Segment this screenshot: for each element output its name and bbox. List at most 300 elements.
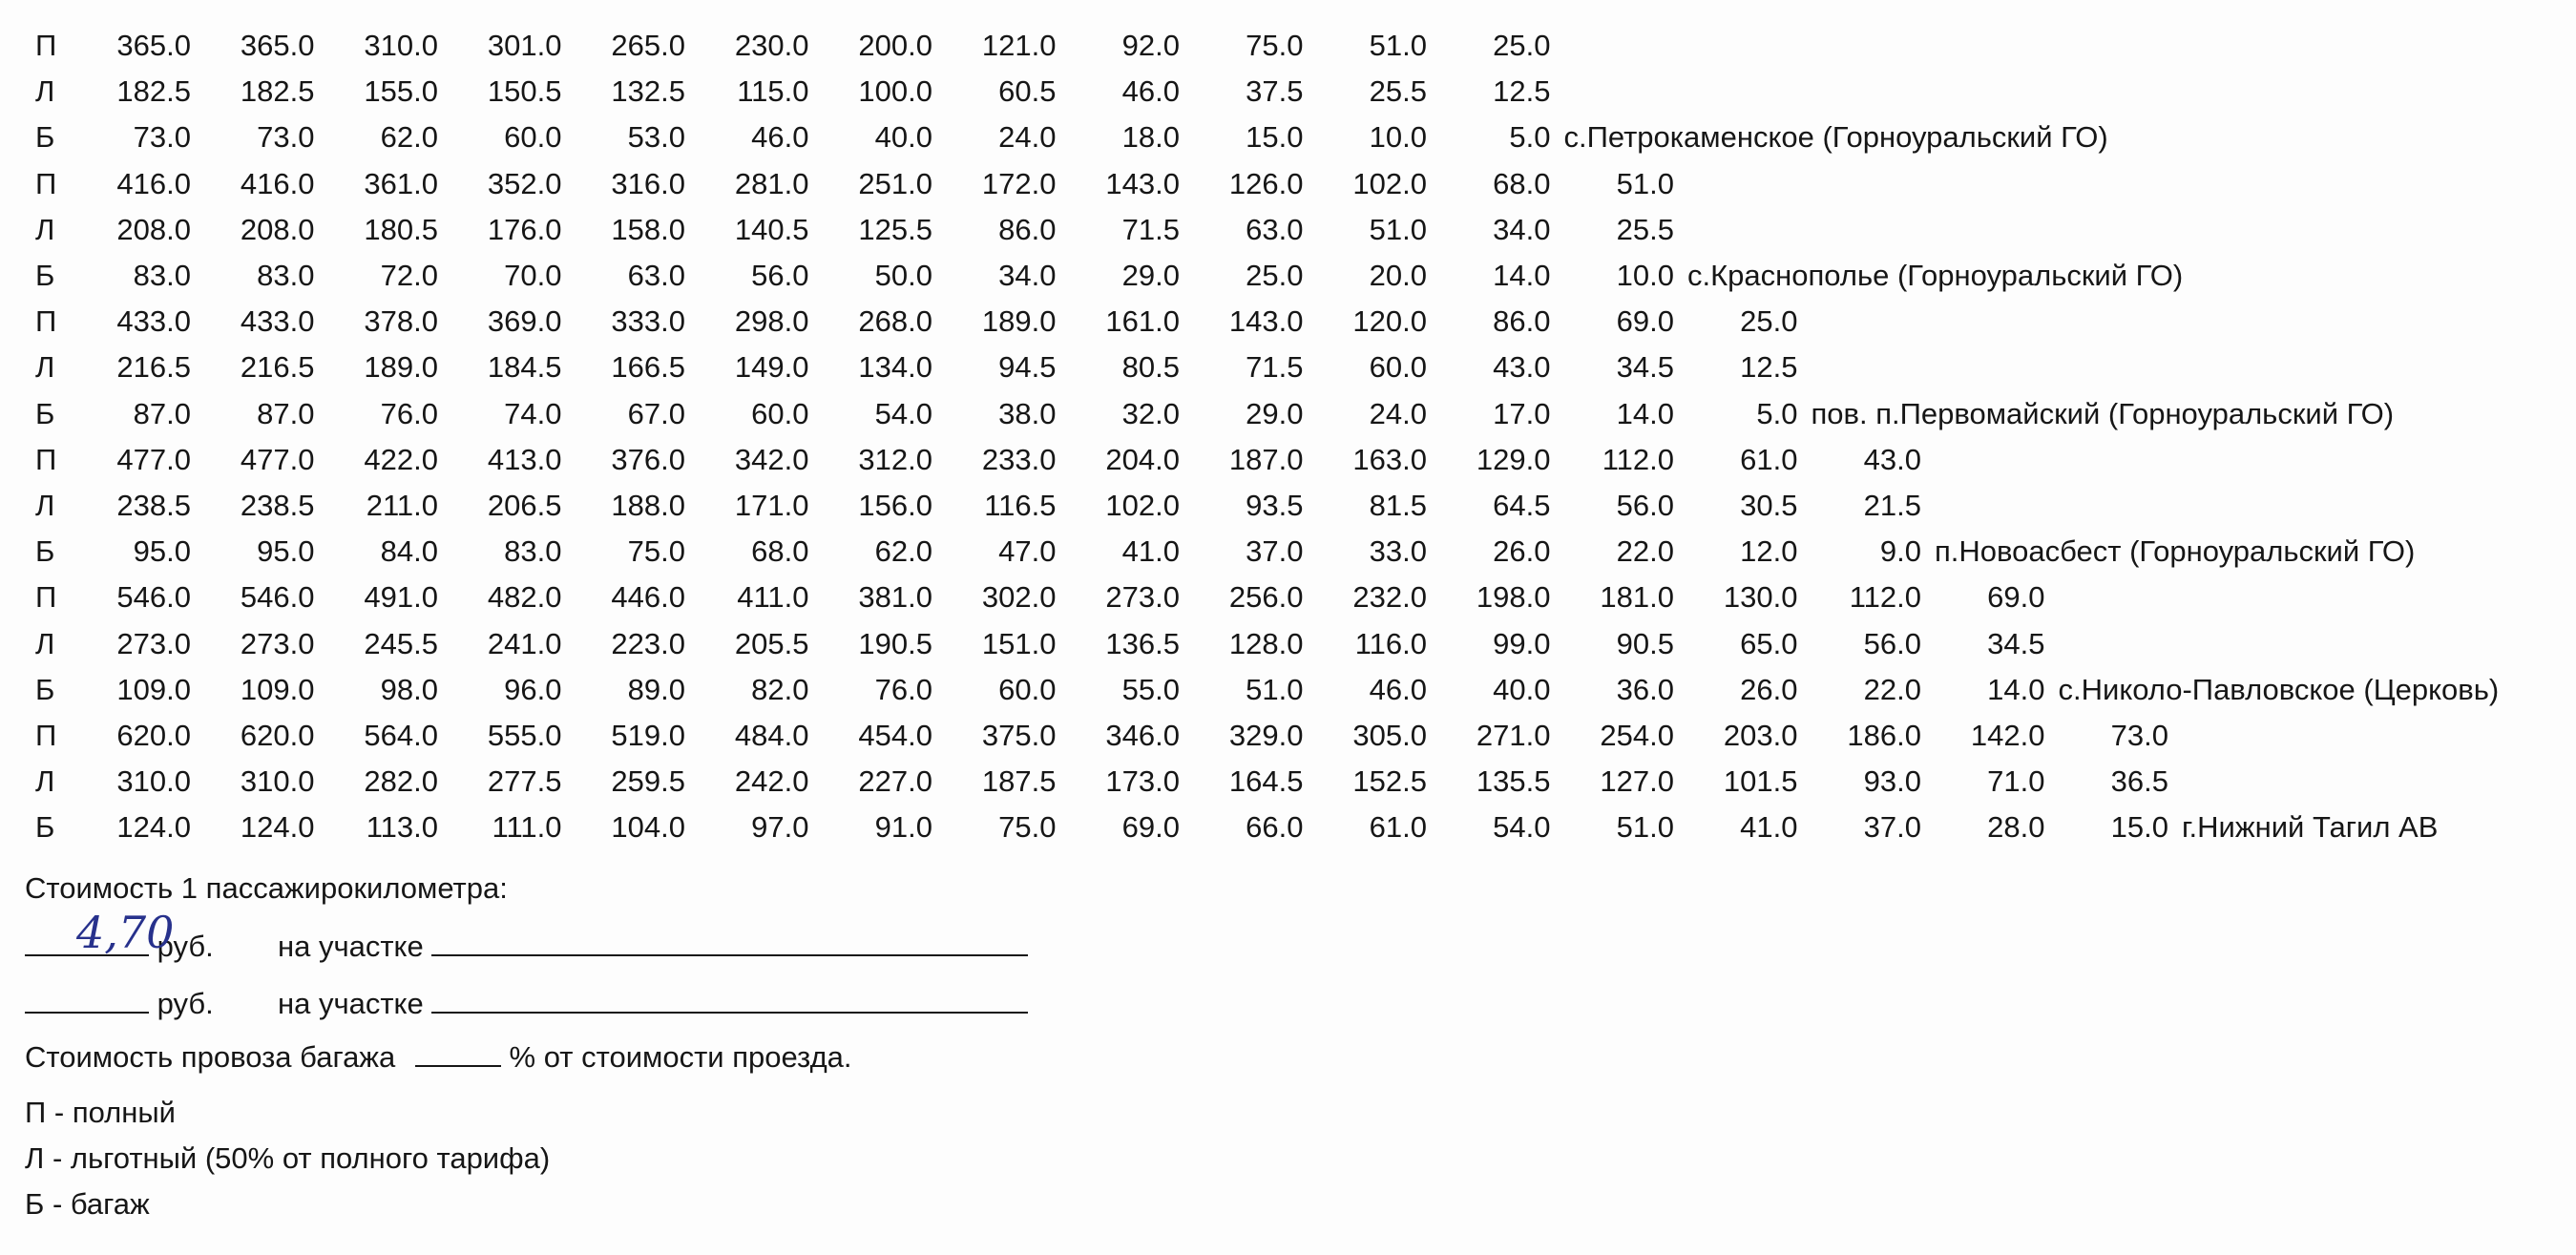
fare-cell: 302.0 (981, 580, 1057, 615)
fare-cell: 83.0 (257, 259, 315, 292)
table-row (0, 209, 2576, 251)
fare-cell: 60.0 (504, 120, 562, 155)
table-row (0, 163, 2576, 205)
fare-cell: 65.0 (1740, 626, 1798, 660)
fare-cell: 5.0 (1756, 396, 1798, 430)
fare-cell: 24.0 (998, 120, 1057, 155)
fare-cell: 298.0 (734, 304, 809, 339)
fare-cell: 76.0 (874, 672, 932, 706)
fare-cell: 184.5 (487, 350, 562, 385)
fare-cell: 68.0 (1493, 166, 1551, 200)
fare-cell: 51.0 (1246, 672, 1304, 706)
fare-cell: 43.0 (1493, 350, 1551, 385)
table-row (0, 576, 2576, 618)
fare-cell: 46.0 (751, 120, 809, 155)
section-blank-1 (431, 928, 1028, 956)
fare-cell: 86.0 (998, 212, 1057, 246)
fare-cell: 40.0 (874, 120, 932, 155)
fare-cell: 5.0 (1509, 120, 1551, 155)
fare-cell: 301.0 (487, 29, 562, 62)
table-row (0, 393, 2576, 435)
fare-cell: 282.0 (364, 764, 438, 799)
fare-type-code: П (35, 304, 57, 339)
fare-cell: 413.0 (487, 442, 562, 476)
fare-cell: 265.0 (611, 29, 685, 62)
table-row (0, 669, 2576, 711)
fare-cell: 17.0 (1493, 396, 1551, 430)
legend-full: П - полный (25, 1096, 176, 1129)
fare-cell: 190.5 (858, 626, 932, 660)
fare-cell: 477.0 (240, 442, 315, 476)
fare-cell: 33.0 (1369, 534, 1427, 569)
on-section-label-2: на участке (277, 987, 424, 1020)
fare-cell: 112.0 (1602, 442, 1674, 476)
fare-cell: 155.0 (364, 74, 438, 109)
fare-cell: 211.0 (366, 489, 438, 522)
table-row (0, 439, 2576, 481)
fare-cell: 56.0 (1616, 489, 1674, 522)
fare-cell: 66.0 (1246, 810, 1304, 845)
fare-cell: 233.0 (981, 442, 1057, 476)
fare-cell: 32.0 (1121, 396, 1180, 430)
fare-cell: 116.0 (1354, 626, 1427, 660)
fare-cell: 12.5 (1740, 350, 1798, 385)
fare-cell: 376.0 (611, 442, 685, 476)
rate-line-1 (25, 928, 1028, 966)
fare-cell: 127.0 (1600, 764, 1674, 799)
rub-label-1: руб. (157, 930, 214, 963)
fare-cell: 620.0 (116, 719, 191, 752)
fare-cell: 10.0 (1369, 120, 1427, 155)
table-row (0, 25, 2576, 67)
fare-type-code: Л (35, 74, 55, 109)
fare-cell: 86.0 (1493, 304, 1551, 339)
fare-cell: 305.0 (1352, 719, 1427, 752)
fare-cell: 172.0 (981, 166, 1057, 200)
fare-cell: 60.5 (998, 74, 1057, 109)
fare-cell: 89.0 (627, 672, 685, 706)
fare-cell: 242.0 (734, 764, 809, 799)
fare-cell: 51.0 (1616, 810, 1674, 845)
fare-cell: 156.0 (858, 489, 932, 522)
table-row (0, 71, 2576, 113)
fare-cell: 25.0 (1246, 259, 1304, 292)
on-section-label-1: на участке (277, 930, 424, 963)
fare-cell: 74.0 (504, 396, 562, 430)
stop-name: г.Нижний Тагил АВ (2182, 810, 2439, 845)
fare-cell: 142.0 (1970, 719, 2045, 752)
fare-cell: 22.0 (1616, 534, 1674, 569)
fare-cell: 73.0 (2110, 719, 2168, 752)
fare-cell: 41.0 (1740, 810, 1798, 845)
fare-cell: 555.0 (487, 719, 562, 752)
fare-cell: 99.0 (1493, 626, 1551, 660)
fare-cell: 188.0 (611, 489, 685, 522)
baggage-suffix: от стоимости проезда. (543, 1040, 852, 1074)
fare-cell: 171.0 (734, 489, 809, 522)
fare-cell: 40.0 (1493, 672, 1551, 706)
fare-cell: 94.5 (998, 350, 1057, 385)
fare-cell: 176.0 (487, 212, 562, 246)
fare-cell: 245.5 (364, 626, 438, 660)
fare-cell: 36.0 (1616, 672, 1674, 706)
fare-cell: 46.0 (1369, 672, 1427, 706)
table-row (0, 623, 2576, 665)
fare-cell: 124.0 (116, 810, 191, 845)
fare-cell: 37.0 (1863, 810, 1921, 845)
fare-cell: 75.0 (998, 810, 1057, 845)
fare-cell: 67.0 (627, 396, 685, 430)
fare-cell: 365.0 (240, 29, 315, 62)
fare-cell: 259.5 (611, 764, 685, 799)
fare-cell: 130.0 (1723, 580, 1798, 615)
fare-cell: 310.0 (116, 764, 191, 799)
fare-cell: 36.5 (2110, 764, 2168, 799)
fare-cell: 166.5 (611, 350, 685, 385)
fare-cell: 216.5 (116, 350, 191, 385)
fare-cell: 53.0 (627, 120, 685, 155)
fare-type-code: П (35, 719, 57, 752)
fare-cell: 238.5 (116, 489, 191, 522)
baggage-line (25, 1038, 852, 1077)
fare-cell: 63.0 (1246, 212, 1304, 246)
fare-cell: 43.0 (1863, 442, 1921, 476)
fare-cell: 76.0 (380, 396, 438, 430)
fare-cell: 15.0 (1246, 120, 1304, 155)
fare-type-code: Л (35, 764, 55, 799)
table-row (0, 761, 2576, 803)
fare-cell: 111.0 (492, 810, 562, 845)
fare-cell: 73.0 (257, 120, 315, 155)
fare-cell: 149.0 (734, 350, 809, 385)
fare-cell: 310.0 (364, 29, 438, 62)
fare-cell: 62.0 (380, 120, 438, 155)
fare-cell: 51.0 (1616, 166, 1674, 200)
fare-cell: 189.0 (364, 350, 438, 385)
fare-cell: 273.0 (240, 626, 315, 660)
fare-cell: 29.0 (1121, 259, 1180, 292)
fare-cell: 182.5 (116, 74, 191, 109)
fare-cell: 143.0 (1228, 304, 1304, 339)
fare-cell: 84.0 (380, 534, 438, 569)
fare-cell: 93.0 (1863, 764, 1921, 799)
fare-cell: 135.5 (1476, 764, 1551, 799)
rate-blank-2 (25, 985, 149, 1014)
fare-cell: 25.0 (1740, 304, 1798, 339)
fare-type-code: Б (35, 672, 55, 706)
fare-cell: 72.0 (380, 259, 438, 292)
fare-cell: 273.0 (116, 626, 191, 660)
fare-cell: 10.0 (1616, 259, 1674, 292)
fare-cell: 251.0 (858, 166, 932, 200)
fare-cell: 254.0 (1600, 719, 1674, 752)
fare-cell: 216.5 (240, 350, 315, 385)
fare-type-code: Б (35, 810, 55, 845)
stop-name: с.Николо-Павловское (Церковь) (2058, 672, 2500, 706)
fare-cell: 56.0 (1863, 626, 1921, 660)
fare-cell: 69.0 (1616, 304, 1674, 339)
fare-cell: 150.5 (487, 74, 562, 109)
table-row (0, 531, 2576, 573)
fare-cell: 158.0 (611, 212, 685, 246)
rub-label-2: руб. (157, 987, 214, 1020)
fare-cell: 381.0 (858, 580, 932, 615)
fare-cell: 55.0 (1121, 672, 1180, 706)
fare-cell: 56.0 (751, 259, 809, 292)
fare-cell: 83.0 (504, 534, 562, 569)
fare-type-code: Л (35, 212, 55, 246)
fare-cell: 51.0 (1369, 212, 1427, 246)
fare-type-code: П (35, 580, 57, 615)
fare-cell: 484.0 (734, 719, 809, 752)
fare-cell: 310.0 (240, 764, 315, 799)
fare-cell: 51.0 (1369, 29, 1427, 62)
fare-cell: 14.0 (1493, 259, 1551, 292)
fare-cell: 26.0 (1493, 534, 1551, 569)
fare-cell: 238.5 (240, 489, 315, 522)
fare-cell: 230.0 (734, 29, 809, 62)
fare-cell: 361.0 (364, 166, 438, 200)
fare-cell: 143.0 (1105, 166, 1180, 200)
fare-cell: 61.0 (1740, 442, 1798, 476)
table-row (0, 806, 2576, 848)
fare-cell: 132.5 (611, 74, 685, 109)
fare-cell: 25.0 (1493, 29, 1551, 62)
fare-cell: 277.5 (487, 764, 562, 799)
fare-cell: 68.0 (751, 534, 809, 569)
fare-cell: 312.0 (858, 442, 932, 476)
fare-cell: 81.5 (1369, 489, 1427, 522)
fare-cell: 98.0 (380, 672, 438, 706)
fare-cell: 129.0 (1476, 442, 1551, 476)
fare-cell: 75.0 (1246, 29, 1304, 62)
baggage-percent-blank (415, 1038, 501, 1067)
fare-cell: 136.5 (1105, 626, 1180, 660)
fare-type-code: П (35, 29, 57, 62)
fare-cell: 21.5 (1863, 489, 1921, 522)
fare-cell: 268.0 (858, 304, 932, 339)
rate-line-2 (25, 985, 1028, 1023)
fare-cell: 208.0 (116, 212, 191, 246)
fare-cell: 124.0 (240, 810, 315, 845)
fare-cell: 519.0 (611, 719, 685, 752)
fare-cell: 82.0 (751, 672, 809, 706)
fare-cell: 87.0 (257, 396, 315, 430)
fare-cell: 87.0 (133, 396, 191, 430)
fare-cell: 446.0 (611, 580, 685, 615)
table-row (0, 485, 2576, 527)
fare-cell: 71.5 (1246, 350, 1304, 385)
fare-cell: 116.5 (984, 489, 1057, 522)
fare-type-code: П (35, 442, 57, 476)
fare-cell: 115.0 (737, 74, 809, 109)
fare-cell: 95.0 (133, 534, 191, 569)
fare-cell: 186.0 (1847, 719, 1921, 752)
handwritten-rate: 4,70 (76, 907, 175, 958)
fare-cell: 546.0 (240, 580, 315, 615)
fare-cell: 70.0 (504, 259, 562, 292)
fare-cell: 164.5 (1228, 764, 1304, 799)
fare-cell: 369.0 (487, 304, 562, 339)
cost-title: Стоимость 1 пассажирокилометра: (25, 871, 508, 905)
table-row (0, 715, 2576, 757)
fare-cell: 161.0 (1105, 304, 1180, 339)
fare-type-code: Л (35, 489, 55, 522)
fare-cell: 69.0 (1987, 580, 2045, 615)
fare-cell: 14.0 (1616, 396, 1674, 430)
fare-cell: 109.0 (116, 672, 191, 706)
fare-cell: 182.5 (240, 74, 315, 109)
table-row (0, 301, 2576, 343)
fare-cell: 34.5 (1987, 626, 2045, 660)
fare-cell: 64.5 (1493, 489, 1551, 522)
table-row (0, 346, 2576, 388)
fare-cell: 151.0 (981, 626, 1057, 660)
fare-cell: 454.0 (858, 719, 932, 752)
fare-cell: 433.0 (240, 304, 315, 339)
table-row (0, 116, 2576, 158)
fare-cell: 90.5 (1616, 626, 1674, 660)
fare-cell: 96.0 (504, 672, 562, 706)
fare-cell: 416.0 (240, 166, 315, 200)
fare-cell: 433.0 (116, 304, 191, 339)
fare-cell: 620.0 (240, 719, 315, 752)
fare-cell: 477.0 (116, 442, 191, 476)
table-row (0, 255, 2576, 297)
fare-cell: 375.0 (981, 719, 1057, 752)
fare-cell: 83.0 (133, 259, 191, 292)
fare-cell: 198.0 (1476, 580, 1551, 615)
fare-cell: 482.0 (487, 580, 562, 615)
fare-cell: 24.0 (1369, 396, 1427, 430)
fare-cell: 93.5 (1246, 489, 1304, 522)
fare-cell: 187.0 (1228, 442, 1304, 476)
percent-sign: % (509, 1040, 536, 1074)
stop-name: пов. п.Первомайский (Горноуральский ГО) (1811, 396, 2395, 430)
fare-cell: 152.5 (1352, 764, 1427, 799)
fare-type-code: Б (35, 259, 55, 292)
fare-cell: 333.0 (611, 304, 685, 339)
fare-cell: 200.0 (858, 29, 932, 62)
fare-cell: 92.0 (1121, 29, 1180, 62)
fare-cell: 120.0 (1352, 304, 1427, 339)
fare-cell: 22.0 (1863, 672, 1921, 706)
fare-cell: 37.0 (1246, 534, 1304, 569)
fare-cell: 60.0 (1369, 350, 1427, 385)
stop-name: с.Краснополье (Горноуральский ГО) (1687, 259, 2184, 292)
fare-cell: 63.0 (627, 259, 685, 292)
fare-cell: 30.5 (1740, 489, 1798, 522)
fare-cell: 34.0 (998, 259, 1057, 292)
fare-type-code: Л (35, 350, 55, 385)
fare-cell: 205.5 (734, 626, 809, 660)
fare-cell: 20.0 (1369, 259, 1427, 292)
fare-cell: 97.0 (751, 810, 809, 845)
fare-cell: 271.0 (1476, 719, 1551, 752)
fare-cell: 61.0 (1369, 810, 1427, 845)
fare-cell: 273.0 (1105, 580, 1180, 615)
fare-type-code: Б (35, 396, 55, 430)
fare-cell: 112.0 (1849, 580, 1921, 615)
legend-baggage: Б - багаж (25, 1187, 150, 1221)
fare-cell: 9.0 (1879, 534, 1921, 569)
section-blank-2 (431, 985, 1028, 1014)
fare-cell: 73.0 (133, 120, 191, 155)
fare-cell: 206.5 (487, 489, 562, 522)
fare-cell: 329.0 (1228, 719, 1304, 752)
fare-cell: 91.0 (874, 810, 932, 845)
fare-cell: 181.0 (1600, 580, 1674, 615)
fare-cell: 102.0 (1105, 489, 1180, 522)
fare-cell: 41.0 (1121, 534, 1180, 569)
fare-cell: 365.0 (116, 29, 191, 62)
fare-cell: 113.0 (366, 810, 438, 845)
fare-cell: 47.0 (998, 534, 1057, 569)
fare-cell: 411.0 (737, 580, 809, 615)
fare-cell: 80.5 (1121, 350, 1180, 385)
baggage-label: Стоимость провоза багажа (25, 1040, 396, 1074)
fare-cell: 281.0 (734, 166, 809, 200)
fare-cell: 121.0 (981, 29, 1057, 62)
fare-cell: 34.5 (1616, 350, 1674, 385)
fare-type-code: Б (35, 534, 55, 569)
fare-cell: 15.0 (2110, 810, 2168, 845)
fare-cell: 12.5 (1493, 74, 1551, 109)
fare-cell: 101.5 (1723, 764, 1798, 799)
fare-cell: 25.5 (1369, 74, 1427, 109)
fare-cell: 189.0 (981, 304, 1057, 339)
fare-cell: 126.0 (1228, 166, 1304, 200)
fare-cell: 352.0 (487, 166, 562, 200)
fare-type-code: Л (35, 626, 55, 660)
fare-cell: 37.5 (1246, 74, 1304, 109)
fare-cell: 109.0 (240, 672, 315, 706)
fare-cell: 208.0 (240, 212, 315, 246)
fare-cell: 346.0 (1105, 719, 1180, 752)
fare-cell: 163.0 (1352, 442, 1427, 476)
fare-cell: 232.0 (1352, 580, 1427, 615)
fare-cell: 204.0 (1105, 442, 1180, 476)
fare-cell: 378.0 (364, 304, 438, 339)
fare-cell: 75.0 (627, 534, 685, 569)
fare-cell: 60.0 (751, 396, 809, 430)
fare-cell: 128.0 (1228, 626, 1304, 660)
fare-cell: 134.0 (858, 350, 932, 385)
legend-discount: Л - льготный (50% от полного тарифа) (25, 1141, 551, 1175)
stop-name: с.Петрокаменское (Горноуральский ГО) (1563, 120, 2108, 155)
fare-cell: 46.0 (1121, 74, 1180, 109)
fare-cell: 102.0 (1352, 166, 1427, 200)
fare-cell: 95.0 (257, 534, 315, 569)
fare-cell: 140.5 (734, 212, 809, 246)
fare-cell: 125.5 (858, 212, 932, 246)
fare-type-code: П (35, 166, 57, 200)
fare-cell: 180.5 (364, 212, 438, 246)
fare-cell: 342.0 (734, 442, 809, 476)
fare-cell: 34.0 (1493, 212, 1551, 246)
fare-cell: 29.0 (1246, 396, 1304, 430)
fare-cell: 422.0 (364, 442, 438, 476)
fare-cell: 71.0 (1987, 764, 2045, 799)
fare-cell: 416.0 (116, 166, 191, 200)
fare-cell: 54.0 (1493, 810, 1551, 845)
fare-cell: 14.0 (1987, 672, 2045, 706)
fare-cell: 203.0 (1723, 719, 1798, 752)
fare-cell: 173.0 (1105, 764, 1180, 799)
fare-cell: 223.0 (611, 626, 685, 660)
fare-cell: 241.0 (487, 626, 562, 660)
fare-cell: 104.0 (611, 810, 685, 845)
